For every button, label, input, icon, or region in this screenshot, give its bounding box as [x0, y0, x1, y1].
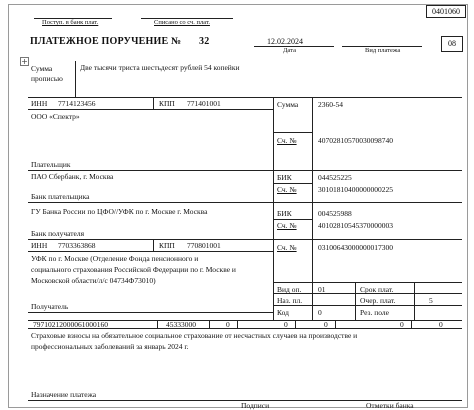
- recipient-account-label: Сч. №: [277, 243, 297, 252]
- payer-kpp: 771401001: [187, 99, 221, 108]
- order-date: 12.02.2024: [267, 37, 303, 46]
- budget-period: 0: [284, 320, 288, 329]
- payer-corr-account: 30101810400000000225: [318, 185, 393, 194]
- recipient-name-line-2: социального страхования Российской Федерации по г. Москве и: [31, 265, 236, 274]
- budget-oktmo: 45333000: [166, 320, 196, 329]
- recipient-bik: 004525988: [318, 209, 352, 218]
- recipient-corr-label: Сч. №: [277, 221, 297, 230]
- recipient-bank-name: ГУ Банка России по ЦФО//УФК по г. Москве г. Москва: [31, 207, 208, 216]
- sum-label: Сумма: [277, 100, 299, 109]
- vid-op-label: Вид оп.: [277, 285, 302, 294]
- payer-account-label: Сч. №: [277, 136, 297, 145]
- rez-label: Рез. поле: [360, 308, 389, 317]
- budget-doc-number: 0: [324, 320, 328, 329]
- recipient-corr-account: 40102810545370000003: [318, 221, 393, 230]
- recipient-kpp-label: КПП: [159, 241, 175, 250]
- purpose-line-1: Страховые взносы на обязательное социальное страхование от несчастных случаев на производстве и: [31, 331, 358, 340]
- kod-label: Код: [277, 308, 289, 317]
- date-label: Дата: [283, 47, 296, 54]
- recipient-name-line-3: Московской области/л/с 04734Ф73010): [31, 276, 156, 285]
- form-code: 0401060: [426, 5, 466, 18]
- recipient-inn-label: ИНН: [31, 241, 48, 250]
- ochered-label: Очер. плат.: [360, 296, 396, 305]
- purpose-line-2: профессиональных заболеваний за январь 2024 г.: [31, 342, 189, 351]
- payer-bank-name: ПАО Сбербанк, г. Москва: [31, 172, 114, 181]
- budget-doc-date: 0: [400, 320, 404, 329]
- payer-bik-label: БИК: [277, 173, 292, 182]
- budget-extra: 0: [439, 320, 443, 329]
- page-title: ПЛАТЕЖНОЕ ПОРУЧЕНИЕ №: [30, 36, 182, 47]
- amount-words-label: Сумма прописью: [31, 64, 63, 83]
- debited-label: Списано со сч. плат.: [154, 19, 210, 26]
- purpose-label: Назначение платежа: [31, 390, 97, 399]
- bank-marks-label: Отметки банка: [366, 401, 414, 410]
- recipient-bank-label: Банк получателя: [31, 229, 85, 238]
- payment-type-label: Вид платежа: [365, 47, 401, 54]
- recipient-name-line-1: УФК по г. Москве (Отделение Фонда пенсионного и: [31, 254, 199, 263]
- srok-label: Срок плат.: [360, 285, 394, 294]
- signatures-label: Подписи: [241, 401, 270, 410]
- recipient-label: Получатель: [31, 302, 69, 311]
- amount-words-value: Две тысячи триста шестьдесят рублей 54 копейки: [80, 63, 240, 72]
- naz-pl-label: Наз. пл.: [277, 296, 303, 305]
- payer-inn-label: ИНН: [31, 99, 48, 108]
- payment-order-form: [8, 4, 468, 408]
- payer-label: Плательщик: [31, 160, 71, 169]
- kod-value: 0: [318, 308, 322, 317]
- recipient-kpp: 770801001: [187, 241, 221, 250]
- sum-value: 2360-54: [318, 100, 343, 109]
- ochered-value: 5: [429, 296, 433, 305]
- payer-name: ООО «Спектр»: [31, 112, 80, 121]
- payer-corr-label: Сч. №: [277, 185, 297, 194]
- status-code: 08: [441, 36, 463, 52]
- order-number: 32: [199, 36, 210, 47]
- payer-bank-label: Банк плательщика: [31, 192, 90, 201]
- recipient-account: 03100643000000017300: [318, 243, 393, 252]
- payer-inn: 7714123456: [58, 99, 96, 108]
- budget-kbk: 79710212000061000160: [33, 320, 108, 329]
- recipient-bik-label: БИК: [277, 209, 292, 218]
- expand-icon[interactable]: +: [21, 57, 28, 66]
- received-label: Поступ. в банк плат.: [42, 19, 99, 26]
- recipient-inn: 7703363868: [58, 241, 96, 250]
- payer-account: 40702810570030098740: [318, 136, 393, 145]
- payer-bik: 044525225: [318, 173, 352, 182]
- vid-op-value: 01: [318, 285, 326, 294]
- payer-kpp-label: КПП: [159, 99, 175, 108]
- budget-basis: 0: [226, 320, 230, 329]
